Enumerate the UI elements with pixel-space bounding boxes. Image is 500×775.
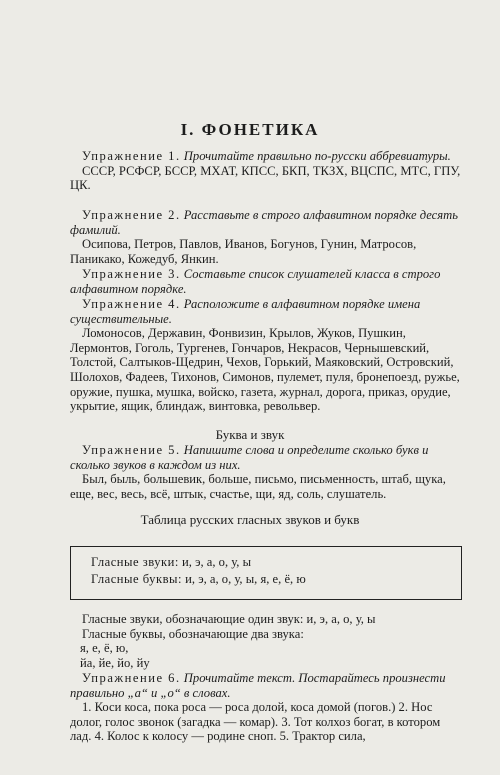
exercise-3-task: Составьте список слушателей класса в строго алфавитном порядке. bbox=[70, 267, 441, 296]
vowel-letters-row bbox=[91, 571, 461, 588]
exercise-5-content: Был, быль, большевик, больше, письмо, письменность, штаб, щука, еще, вес, весь, всё, штык, счастье, щи, яд, соль, слушатель. bbox=[70, 472, 446, 501]
exercise-2-label: Упражнение 2. bbox=[82, 208, 181, 222]
exercise-6 bbox=[70, 671, 462, 744]
vowel-notes bbox=[70, 612, 462, 670]
exercise-4-task: Расположите в алфавитном порядке имена существительные. bbox=[70, 297, 421, 326]
exercise-5-task: Напишите слова и определите сколько букв и сколько звуков в каждом из них. bbox=[70, 443, 429, 472]
vowel-sounds-label: Гласные звуки: bbox=[91, 555, 179, 569]
exercise-6-task: Прочитайте текст. Постарайтесь произнести правильно „а“ и „о“ в словах. bbox=[70, 671, 446, 700]
exercise-3 bbox=[70, 267, 462, 296]
vowel-sounds-value: и, э, а, о, у, ы bbox=[182, 555, 252, 569]
vowel-sounds-row bbox=[91, 554, 461, 571]
exercise-2 bbox=[70, 208, 462, 266]
table-title: Таблица русских гласных звуков и букв bbox=[140, 512, 360, 527]
exercise-2-task: Расставьте в строго алфавитном порядке десять фамилий. bbox=[70, 208, 458, 237]
exercise-4-content: Ломоносов, Державин, Фонвизин, Крылов, Жуков, Пушкин, Лермонтов, Гоголь, Тургенев, Гончаров, Некрасов, Чернышевский, Толстой, Салтыков-Щедрин, Чехов, Горький, Маяковский, Островский, Шолохов, Фадеев, Тихонов, Симонов, пулемет, пуля, бронепоезд, ружье, оружие, пушка, мушка, войско, газета, журнал, дорога, приказ, орудие, укрытие, ящик, блиндаж, винтовка, револьвер. bbox=[70, 326, 460, 414]
exercise-1-content: СССР, РСФСР, БССР, МХАТ, КПСС, БКП, ТКЗХ, ВЦСПС, МТС, ГПУ, ЦК. bbox=[70, 163, 461, 193]
vowel-letters-value: и, э, а, о, у, ы, я, е, ё, ю bbox=[185, 572, 306, 586]
vowels-table bbox=[70, 546, 462, 600]
exercise-2-content: Осипова, Петров, Павлов, Иванов, Богунов, Гунин, Матросов, Паникако, Кожедуб, Янкин. bbox=[70, 237, 417, 266]
exercise-1-label: Упражнение 1. bbox=[82, 149, 181, 163]
exercise-4 bbox=[70, 297, 462, 414]
exercise-4-label: Упражнение 4. bbox=[82, 297, 181, 311]
exercise-1 bbox=[70, 149, 462, 193]
notes-line-4: йа, йе, йо, йу bbox=[80, 655, 150, 670]
notes-line-2: Гласные буквы, обозначающие два звука: bbox=[82, 626, 304, 641]
exercise-6-label: Упражнение 6. bbox=[82, 671, 181, 685]
exercise-6-content: 1. Коси коса, пока роса — роса долой, коса домой (погов.) 2. Нос долог, голос звонок (загадка — комар). 3. Тот колхоз богат, в котором лад. 4. Колос к колосу — родине сноп. 5. Трактор сила, bbox=[70, 700, 441, 744]
exercise-5-label: Упражнение 5. bbox=[82, 443, 181, 457]
exercise-1-task: Прочитайте правильно по-русски аббревиатуры. bbox=[183, 149, 451, 163]
notes-line-1: Гласные звуки, обозначающие один звук: и, э, а, о, у, ы bbox=[82, 612, 376, 626]
exercise-5 bbox=[70, 443, 462, 501]
exercise-3-label: Упражнение 3. bbox=[82, 267, 181, 281]
vowel-letters-label: Гласные буквы: bbox=[91, 572, 182, 586]
section-heading: Буква и звук bbox=[215, 427, 285, 442]
chapter-title: I. ФОНЕТИКА bbox=[180, 120, 320, 139]
notes-line-3: я, е, ё, ю, bbox=[80, 641, 129, 656]
